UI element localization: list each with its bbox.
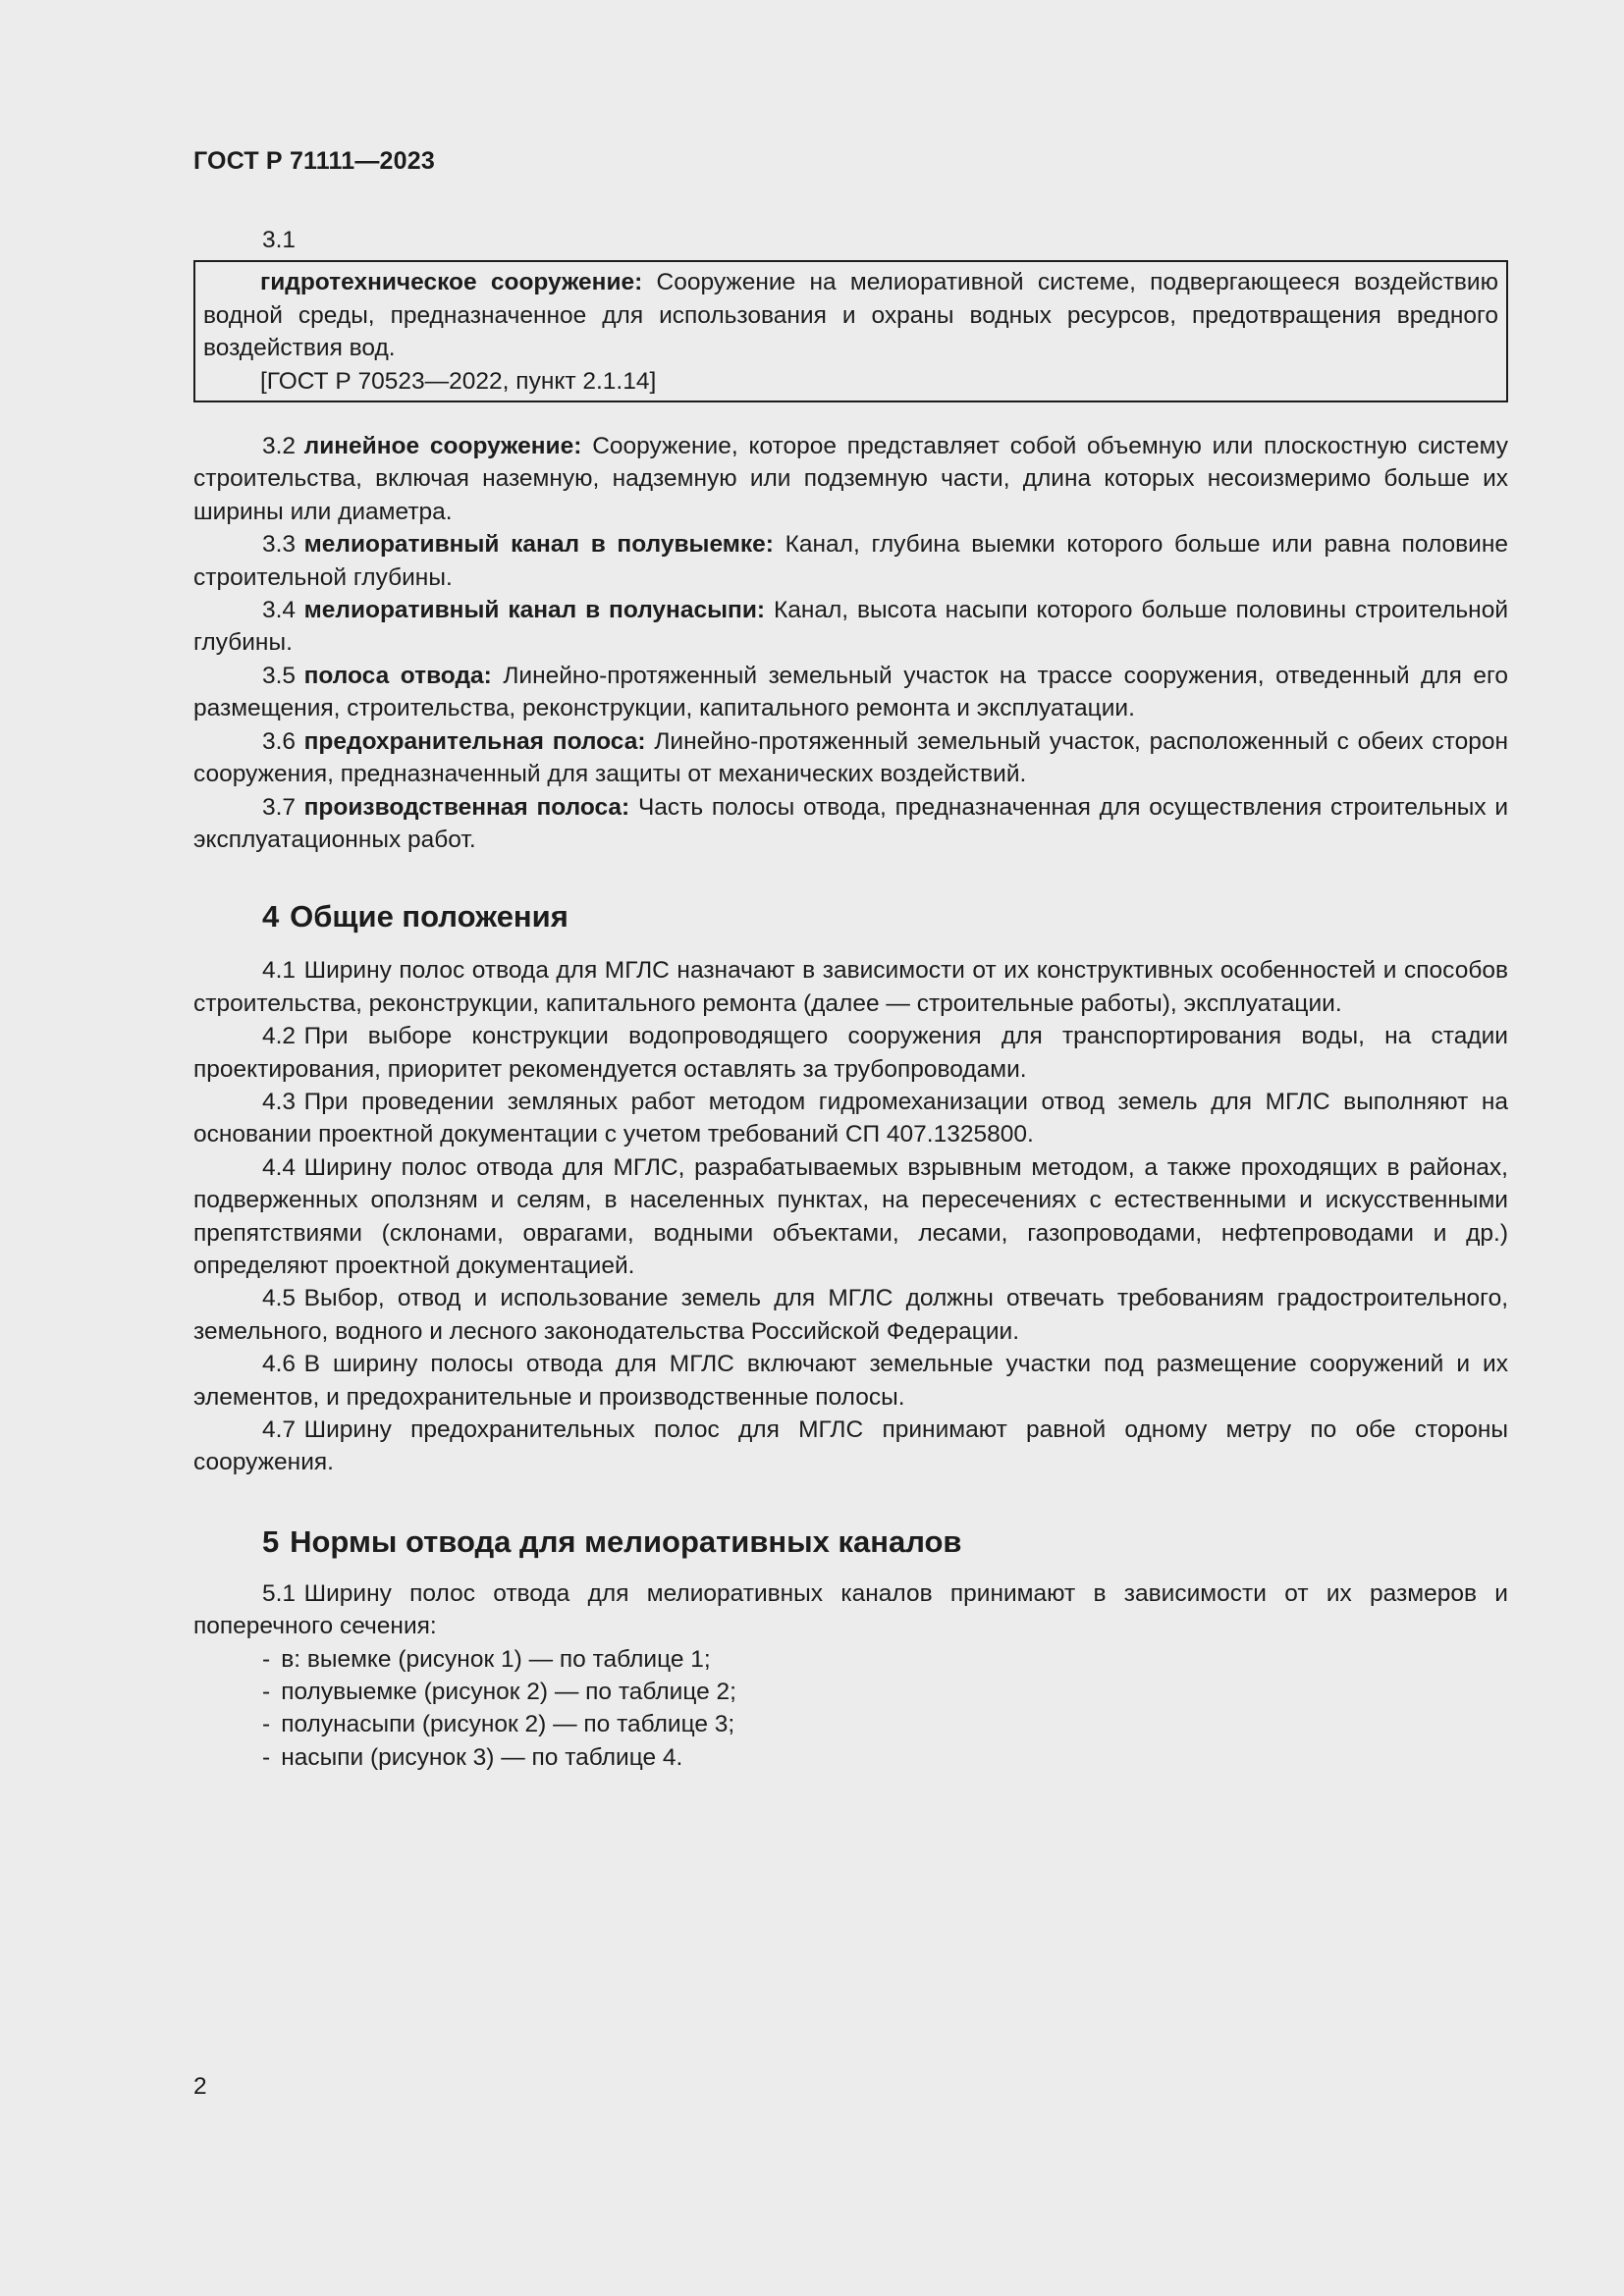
page-number: 2 bbox=[193, 2073, 207, 2100]
term-3-5-term: полоса отвода: bbox=[303, 662, 492, 689]
term-3-6-term: предохранительная полоса: bbox=[303, 727, 646, 755]
term-3-7 bbox=[193, 791, 1508, 857]
list-dash: - bbox=[262, 1679, 271, 1706]
list-item bbox=[262, 1708, 1508, 1740]
paragraph-4-4 bbox=[193, 1151, 1508, 1283]
list-item bbox=[262, 1676, 1508, 1708]
list-item bbox=[262, 1643, 1508, 1676]
paragraph-4-5-number: 4.5 bbox=[262, 1285, 297, 1312]
paragraph-4-6 bbox=[193, 1348, 1508, 1414]
term-3-4 bbox=[193, 594, 1508, 660]
list-item-text: полунасыпи (рисунок 2) — по таблице 3; bbox=[281, 1711, 735, 1738]
term-3-4-number: 3.4 bbox=[262, 597, 297, 624]
term-3-1-definition: Сооружение на мелиоративной системе, подвергающееся воздействию водной среды, предназначенное для использования и охраны водных ресурсов, предотвращения вредного воздействия вод. bbox=[203, 269, 1498, 362]
cross-section-list bbox=[193, 1643, 1508, 1775]
term-3-1-number: 3.1 bbox=[262, 227, 297, 253]
section-4-heading bbox=[193, 897, 1508, 936]
term-3-5-definition: Линейно-протяженный земельный участок на трассе сооружения, отведенный для его размещения, строительства, реконструкции, капитального ремонта и эксплуатации. bbox=[193, 662, 1509, 722]
list-item bbox=[262, 1741, 1508, 1774]
term-3-1-term: гидротехническое сооружение: bbox=[260, 269, 643, 296]
term-3-6 bbox=[193, 725, 1508, 791]
paragraph-4-6-text: В ширину полосы отвода для МГЛС включают земельные участки под размещение сооружений и их элементов, и предохранительные и производственные полосы. bbox=[193, 1351, 1508, 1411]
term-3-3 bbox=[193, 528, 1508, 594]
term-3-2-number: 3.2 bbox=[262, 433, 297, 460]
document-body bbox=[193, 224, 1508, 1774]
paragraph-4-7 bbox=[193, 1414, 1508, 1479]
paragraph-4-5 bbox=[193, 1282, 1508, 1348]
paragraph-5-1-number: 5.1 bbox=[262, 1579, 297, 1607]
section-5-number: 5 bbox=[262, 1523, 280, 1559]
paragraph-4-6-number: 4.6 bbox=[262, 1351, 297, 1378]
document-code-header: ГОСТ Р 71111—2023 bbox=[193, 147, 435, 175]
term-3-7-definition: Часть полосы отвода, предназначенная для осуществления строительных и эксплуатационных работ. bbox=[193, 793, 1509, 853]
paragraph-5-1-text: Ширину полос отвода для мелиоративных каналов принимают в зависимости от их размеров и поперечного сечения: bbox=[193, 1579, 1508, 1640]
list-item-text: полувыемке (рисунок 2) — по таблице 2; bbox=[281, 1679, 736, 1706]
term-3-2-definition: Сооружение, которое представляет собой объемную или плоскостную систему строительства, включая наземную, надземную или подземную части, длина которых несоизмеримо больше их ширины или диаметра. bbox=[193, 433, 1509, 525]
term-3-3-number: 3.3 bbox=[262, 531, 297, 559]
list-dash: - bbox=[262, 1743, 271, 1771]
paragraph-4-1-text: Ширину полос отвода для МГЛС назначают в зависимости от их конструктивных особенностей и способов строительства, реконструкции, капитального ремонта (далее — строительные работы), эксплуатации. bbox=[193, 957, 1508, 1017]
paragraph-4-2-number: 4.2 bbox=[262, 1023, 297, 1050]
term-3-3-definition: Канал, глубина выемки которого больше или равна половине строительной глубины. bbox=[193, 531, 1508, 591]
paragraph-4-7-number: 4.7 bbox=[262, 1416, 297, 1443]
term-3-4-definition: Канал, высота насыпи которого больше половины строительной глубины. bbox=[193, 597, 1509, 657]
term-3-7-term: производственная полоса: bbox=[303, 793, 630, 821]
paragraph-4-2-text: При выборе конструкции водопроводящего сооружения для транспортирования воды, на стадии проектирования, приоритет рекомендуется оставлять за трубопроводами. bbox=[193, 1023, 1508, 1083]
term-3-6-number: 3.6 bbox=[262, 727, 297, 755]
list-item-text: насыпи (рисунок 3) — по таблице 4. bbox=[281, 1743, 683, 1771]
term-3-1-source: [ГОСТ Р 70523—2022, пункт 2.1.14] bbox=[260, 367, 657, 395]
section-5-heading bbox=[193, 1522, 1508, 1562]
list-item-text: в: выемке (рисунок 1) — по таблице 1; bbox=[281, 1645, 711, 1673]
term-3-1-paragraph bbox=[203, 266, 1498, 364]
paragraph-4-1 bbox=[193, 954, 1508, 1020]
paragraph-4-2 bbox=[193, 1020, 1508, 1086]
paragraph-4-5-text: Выбор, отвод и использование земель для МГЛС должны отвечать требованиям градостроительного, земельного, водного и лесного законодательства Российской Федерации. bbox=[193, 1285, 1508, 1345]
term-3-3-term: мелиоративный канал в полувыемке: bbox=[303, 531, 774, 559]
section-4-title: Общие положения bbox=[290, 899, 568, 934]
list-dash: - bbox=[262, 1711, 271, 1738]
term-3-2 bbox=[193, 430, 1508, 528]
paragraph-4-4-text: Ширину полос отвода для МГЛС, разрабатываемых взрывным методом, а также проходящих в районах, подверженных оползням и селям, в населенных пунктах, на пересечениях с естественными и искусственными препятствиями (склонами, оврагами, водными объектами, лесами, газопроводами, нефтепроводами и др.) определяют проектной документацией. bbox=[193, 1153, 1508, 1279]
section-4-number: 4 bbox=[262, 899, 280, 934]
term-3-7-number: 3.7 bbox=[262, 793, 297, 821]
paragraph-4-3 bbox=[193, 1086, 1508, 1151]
list-dash: - bbox=[262, 1645, 271, 1673]
term-3-5-number: 3.5 bbox=[262, 662, 297, 689]
paragraph-4-7-text: Ширину предохранительных полос для МГЛС принимают равной одному метру по обе стороны сооружения. bbox=[193, 1416, 1508, 1476]
paragraph-4-3-number: 4.3 bbox=[262, 1088, 297, 1115]
section-5-title: Нормы отвода для мелиоративных каналов bbox=[290, 1523, 962, 1559]
paragraph-5-1 bbox=[193, 1577, 1508, 1643]
paragraph-4-3-text: При проведении земляных работ методом гидромеханизации отвод земель для МГЛС выполняют на основании проектной документации с учетом требований СП 407.1325800. bbox=[193, 1088, 1508, 1148]
term-3-1-box bbox=[193, 260, 1508, 402]
paragraph-4-4-number: 4.4 bbox=[262, 1153, 297, 1181]
term-3-6-definition: Линейно-протяженный земельный участок, расположенный с обеих сторон сооружения, предназначенный для защиты от механических воздействий. bbox=[193, 727, 1508, 788]
term-3-4-term: мелиоративный канал в полунасыпи: bbox=[303, 597, 766, 624]
term-3-5 bbox=[193, 660, 1508, 725]
paragraph-4-1-number: 4.1 bbox=[262, 957, 297, 985]
term-3-2-term: линейное сооружение: bbox=[303, 433, 582, 460]
document-page bbox=[193, 0, 1508, 2296]
